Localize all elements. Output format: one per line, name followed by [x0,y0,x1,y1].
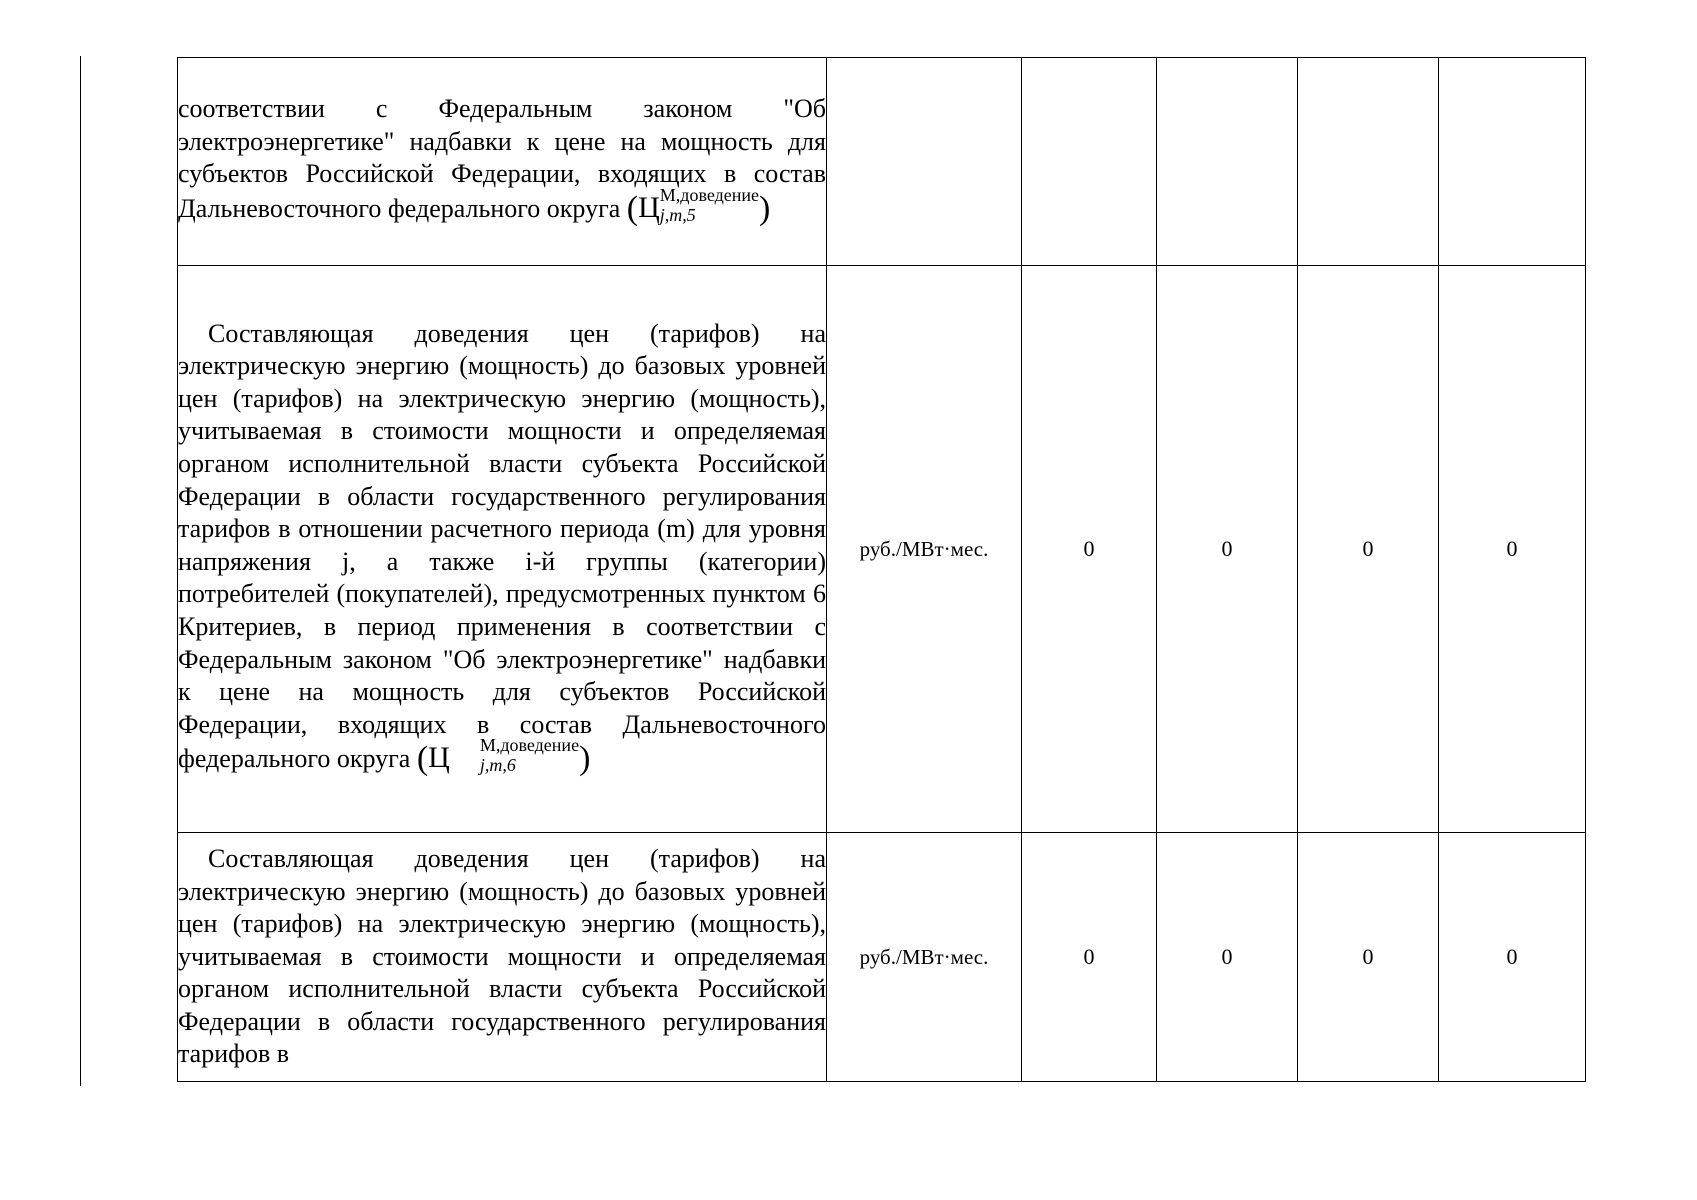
formula-symbol: Ц [428,741,450,775]
value-cell: 0 [1439,266,1586,833]
value-cell: 0 [1298,833,1439,1082]
value-cell: 0 [1157,266,1298,833]
formula-symbol: Ц [638,190,660,224]
table-row [178,833,1586,1082]
value-cell [1439,58,1586,266]
description-text: соответствии с Федеральным законом "Об электроэнергетике" надбавки к цене на мощность для субъектов Российской Федерации, входящих в состав Дальневосточного федерального округа [178,94,826,223]
tariff-table [177,57,1586,1082]
formula-subscript: j,m,6 [479,755,516,776]
unit-cell [827,58,1022,266]
description-cell [178,833,827,1082]
unit-cell: руб./МВт·мес. [827,833,1022,1082]
formula-superscript: М,доведение [479,735,580,756]
formula: (Ц М,доведение j,m,6 ) [416,735,591,778]
table-row [178,266,1586,833]
value-cell: 0 [1022,833,1157,1082]
value-cell: 0 [1022,266,1157,833]
value-cell [1157,58,1298,266]
page-margin-line [80,56,81,1086]
value-cell [1022,58,1157,266]
unit-cell: руб./МВт·мес. [827,266,1022,833]
value-cell: 0 [1157,833,1298,1082]
formula-subscript: j,m,5 [659,204,696,225]
description-text: Составляющая доведения цен (тарифов) на электрическую энергию (мощность) до базовых уровней цен (тарифов) на электрическую энергию (мощность), учитываемая в стоимости мощности и определяемая органом исполнительной власти субъекта Российской Федерации в области государственного регулирования тарифов в [178,843,826,1069]
description-text: Составляющая доведения цен (тарифов) на электрическую энергию (мощность) до базовых уровней цен (тарифов) на электрическую энергию (мощность), учитываемая в стоимости мощности и определяемая органом исполнительной власти субъекта Российской Федерации в области государственного регулирования тарифов в отношении расчетного периода (m) для уровня напряжения j, а также i-й группы (категории) потребителей (покупателей), предусмотренных пунктом 6 Критериев, в период применения в соответствии с Федеральным законом "Об электроэнергетике" надбавки к цене на мощность для субъектов Российской Федерации, входящих в состав Дальневосточного федерального округа [178,318,826,774]
value-cell: 0 [1298,266,1439,833]
value-cell [1298,58,1439,266]
description-cell [178,266,827,833]
description-cell [178,58,827,266]
formula: (Ц М,доведение j,m,5 ) [626,184,771,227]
table-row [178,58,1586,266]
formula-superscript: М,доведение [659,184,759,205]
value-cell: 0 [1439,833,1586,1082]
